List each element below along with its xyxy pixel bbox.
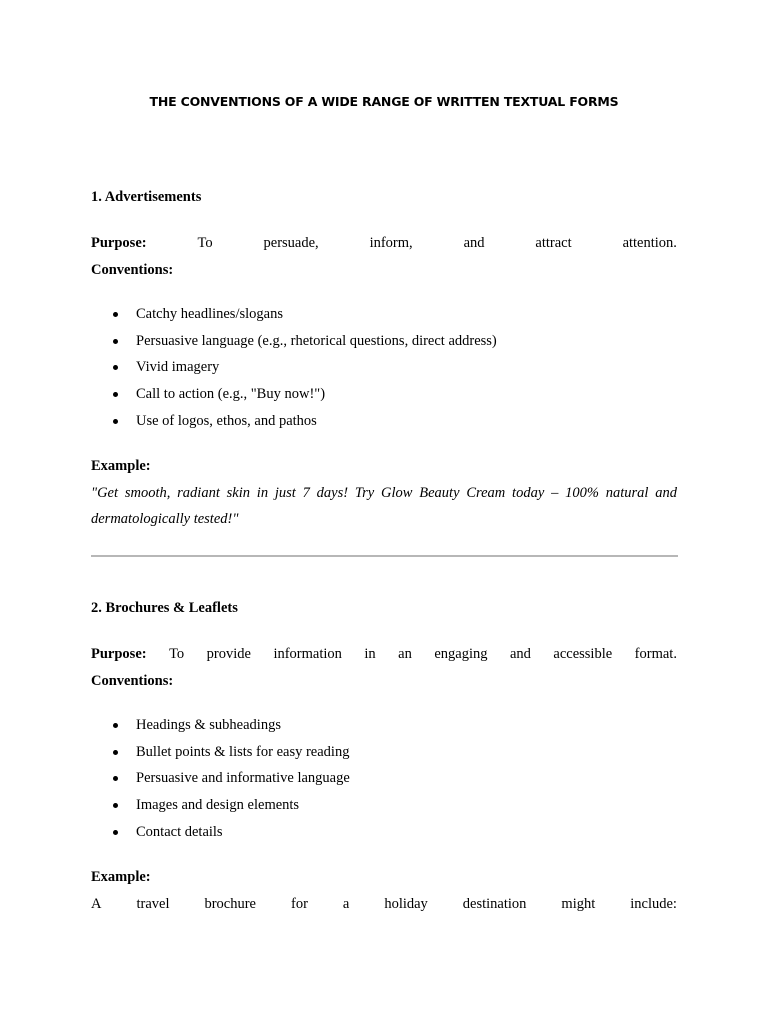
purpose-word: information [273,646,342,662]
conventions-label: Conventions: [91,672,174,689]
bullet-icon [113,365,118,370]
list-item-text: Bullet points & lists for easy reading [136,743,350,760]
example-word: destination [462,895,527,912]
example-block-advertisements [91,453,677,533]
example-label: Example: [91,458,151,474]
bullet-icon [113,830,118,835]
list-item-text: Catchy headlines/slogans [136,306,283,322]
list-item-text: Vivid imagery [136,359,220,376]
list-item [91,819,677,846]
example-word: for [290,895,308,912]
example-block-brochures [91,864,677,917]
list-item [91,739,677,766]
purpose-paragraph-brochures [91,641,677,694]
list-item-text: Images and design elements [136,797,300,814]
purpose-label: Purpose: [91,235,147,251]
conventions-list-brochures [91,712,677,846]
purpose-word: provide [206,646,251,662]
purpose-word: attract [535,235,572,251]
list-item-text: Headings & subheadings [136,717,281,733]
purpose-word: engaging [434,646,488,662]
example-word: holiday [384,895,428,912]
list-item [91,792,677,819]
purpose-word: To [197,235,213,251]
purpose-word: in [364,646,376,662]
bullet-icon [113,803,118,808]
purpose-paragraph-advertisements [91,230,677,283]
list-item [91,354,677,381]
purpose-word: To [169,646,185,662]
purpose-word: and [463,235,485,251]
purpose-line [91,641,677,668]
section-heading-brochures [91,595,677,622]
bullet-icon [113,419,118,424]
purpose-word: persuade, [263,235,319,251]
purpose-word: inform, [369,235,413,251]
conventions-label: Conventions: [91,261,174,278]
purpose-word: an [398,646,412,662]
section-divider [91,555,678,557]
list-item [91,712,677,739]
list-item-text: Use of logos, ethos, and pathos [136,412,317,429]
document-title: THE CONVENTIONS OF A WIDE RANGE OF WRITTEN TEXTUAL FORMS [149,94,619,109]
purpose-label: Purpose: [91,646,147,662]
example-word: brochure [204,895,256,912]
purpose-line [91,230,677,257]
list-item [91,408,677,435]
bullet-icon [113,339,118,344]
list-item [91,301,677,328]
list-item [91,381,677,408]
list-item [91,328,677,355]
example-line [91,891,677,918]
bullet-icon [113,750,118,755]
purpose-word: accessible [553,646,613,662]
list-item [91,765,677,792]
example-word: might [561,895,596,912]
example-word: travel [136,895,170,912]
example-word: a [342,895,350,912]
example-word: include: [630,895,677,912]
example-text: "Get smooth, radiant skin in just 7 days! Try Glow Beauty Cream today – 100% natural and dermatologically tested!" [91,484,677,528]
list-item-text: Persuasive language (e.g., rhetorical questions, direct address) [136,332,497,349]
list-item-text: Persuasive and informative language [136,770,350,787]
list-item-text: Contact details [136,823,223,840]
list-item-text: Call to action (e.g., "Buy now!") [136,386,326,403]
section-heading: 2. Brochures & Leaflets [91,600,238,616]
bullet-icon [113,312,118,317]
conventions-list-advertisements [91,301,677,435]
bullet-icon [113,723,118,728]
example-word: A [91,895,102,912]
section-heading: 1. Advertisements [91,189,202,205]
bullet-icon [113,392,118,397]
section-heading-advertisements [91,184,677,211]
bullet-icon [113,776,118,781]
example-label: Example: [91,869,151,885]
purpose-word: format. [634,646,677,662]
purpose-word: and [509,646,531,662]
purpose-word: attention. [622,235,677,251]
